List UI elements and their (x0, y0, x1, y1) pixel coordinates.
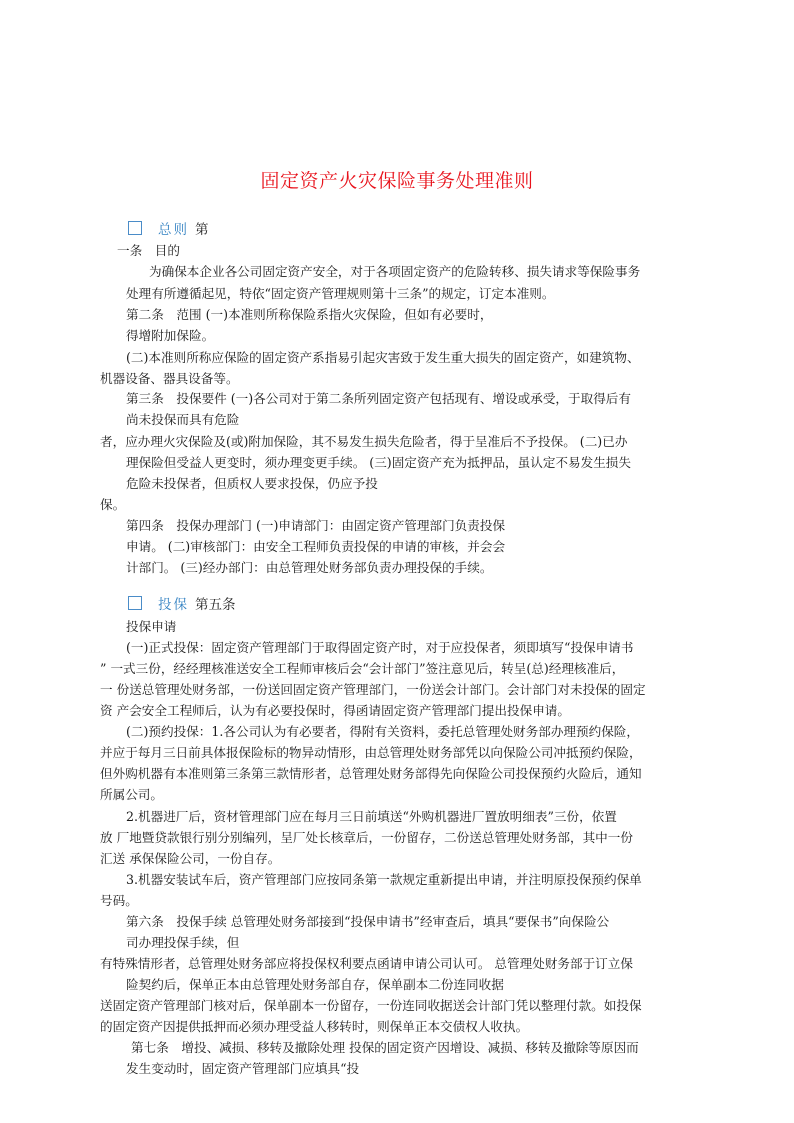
checkbox-icon (128, 221, 142, 235)
text-line: 理保险但受益人更变时，须办理变更手续。 (三)固定资产充为抵押品，虽认定不易发生损失 (126, 455, 631, 470)
text-line: (一)正式投保：固定资产管理部门于取得固定资产时，对于应投保者，须即填写“投保申请书 (126, 640, 634, 655)
text-line: 但外购机器有本准则第三条第三款情形者，总管理处财务部得先向保险公司投保预约火险后，通知 (100, 766, 642, 781)
text-line: 司办理投保手续，但 (126, 935, 240, 950)
text-line: 计部门。 (三)经办部门：由总管理处财务部负责办理投保的手续。 (126, 560, 493, 575)
text-line: 有特殊情形者，总管理处财务部应将投保权利要点函请申请公司认可。 总管理处财务部于订立保 (100, 956, 633, 971)
section-heading-suffix: 第五条 (195, 597, 236, 613)
text-line: 得增附加保险。 (126, 328, 215, 343)
text-line: 的固定资产因提供抵押而必须办理受益人移转时，则保单正本交债权人收执。 (100, 1019, 529, 1034)
text-line: 危险未投保者，但质权人要求投保，仍应予投 (126, 476, 378, 491)
section-heading-general (128, 219, 209, 241)
text-line: 一条 目的 (117, 243, 180, 258)
text-line: 资 产会安全工程师后，认为有必要投保时，得函请固定资产管理部门提出投保申请。 (100, 703, 570, 718)
checkbox-icon (128, 596, 142, 610)
text-line: 者，应办理火灾保险及(或)附加保险，其不易发生损失危险者，得于呈准后不予投保。 (二)已办 (100, 434, 628, 449)
text-line: 送固定资产管理部门核对后，保单副本一份留存，一份连同收据送会计部门凭以整理付款。如投保 (100, 998, 642, 1013)
text-line: 汇送 承保保险公司，一份自存。 (100, 851, 281, 866)
text-line: (二)预约投保：1.各公司认为有必要者，得附有关资料，委托总管理处财务部办理预约保险， (126, 724, 639, 739)
text-line: 投保申请 (126, 619, 177, 634)
text-line: 并应于每月三日前具体报保险标的物异动情形，由总管理处财务部凭以向保险公司冲抵预约保险， (100, 745, 642, 760)
text-line: 第二条 范围 (一)本准则所称保险系指火灾保险，但如有必要时， (126, 307, 493, 322)
section-heading-suffix: 第 (195, 222, 209, 238)
text-line: 第六条 投保手续 总管理处财务部接到“投保申请书”经审查后，填具“要保书”向保险公 (126, 914, 610, 929)
text-line: 第七条 增投、减损、移转及撤除处理 投保的固定资产因增设、减损、移转及撤除等原因而 (131, 1040, 639, 1055)
section-heading-label: 投保 (158, 597, 189, 613)
text-line: 为确保本企业各公司固定资产安全，对于各项固定资产的危险转移、损失请求等保险事务 (149, 264, 641, 279)
text-line: 2.机器进厂后，资材管理部门应在每月三日前填送“外购机器进厂置放明细表”三份，依置 (126, 809, 617, 824)
text-line: 申请。 (二)审核部门：由安全工程师负责投保的申请的审核，并会会 (126, 539, 506, 554)
text-line: (二)本准则所称应保险的固定资产系指易引起灾害致于发生重大损失的固定资产，如建筑物、 (126, 350, 640, 365)
text-line: 号码。 (100, 893, 138, 908)
document-title: 固定资产火灾保险事务处理准则 (260, 170, 534, 192)
text-line: 险契约后，保单正本由总管理处财务部自存，保单副本二份连同收据 (126, 977, 504, 992)
section-heading-insurance (128, 594, 236, 616)
text-line: 保。 (100, 497, 126, 512)
text-line: 机器设备、器具设备等。 (100, 371, 239, 386)
text-line: 一 份送总管理处财务部，一份送回固定资产管理部门，一份送会计部门。会计部门对未投保的固定 (100, 682, 646, 697)
text-line: 第四条 投保办理部门 (一)申请部门：由固定资产管理部门负责投保 (126, 518, 506, 533)
text-line: 处理有所遵循起见，特依“固定资产管理规则第十三条”的规定，订定本准则。 (126, 286, 555, 301)
text-line: 第三条 投保要件 (一)各公司对于第二条所列固定资产包括现有、增设或承受，于取得后有 (126, 391, 631, 406)
text-line: 发生变动时，固定资产管理部门应填具“投 (126, 1061, 360, 1076)
text-line: 所属公司。 (100, 787, 163, 802)
text-line: ” 一式三份，经经理核准送安全工程师审核后会“会计部门”签注意见后，转呈(总)经理核准后， (100, 661, 625, 676)
text-line: 3.机器安装试车后，资产管理部门应按同条第一款规定重新提出申请，并注明原投保预约保单 (126, 872, 642, 887)
section-heading-label: 总则 (158, 222, 189, 238)
text-line: 放 厂地暨贷款银行别分别编列，呈厂处长核章后，一份留存，二份送总管理处财务部，其中一份 (100, 830, 633, 845)
text-line: 尚未投保而具有危险 (126, 412, 240, 427)
